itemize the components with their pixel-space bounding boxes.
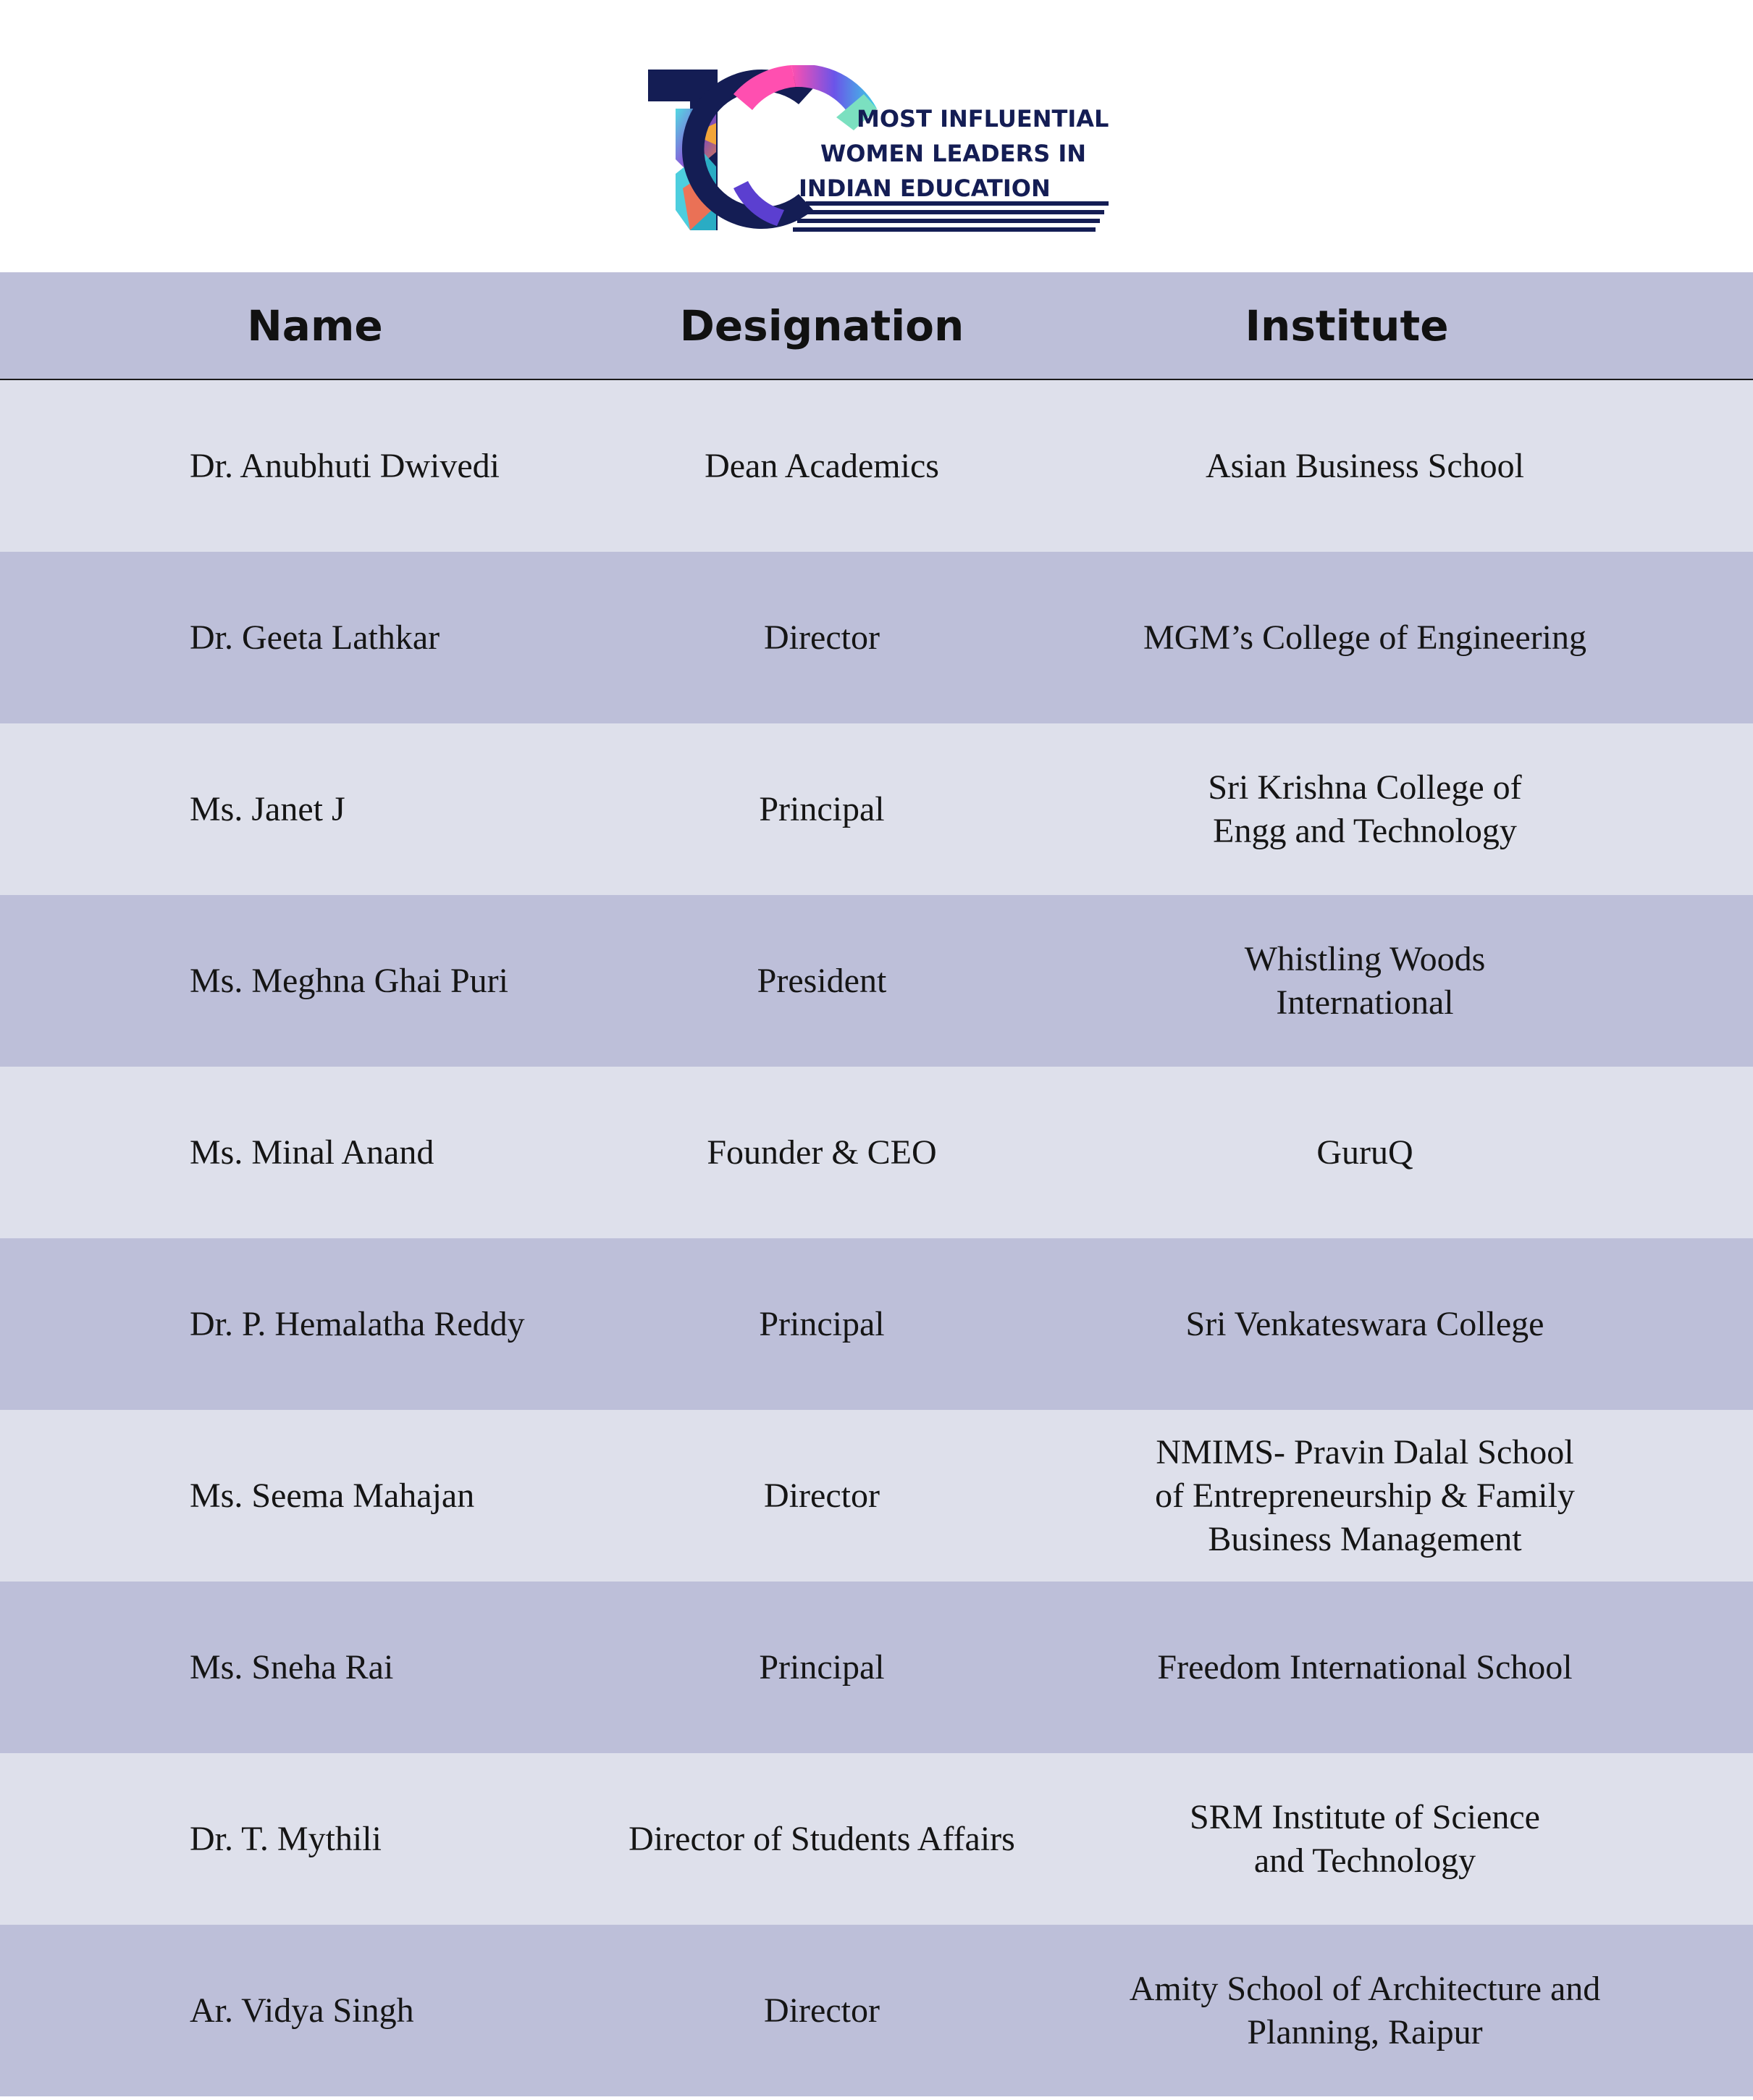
cell-name: Ms. Meghna Ghai Puri [190, 961, 508, 1000]
cell-name: Ms. Seema Mahajan [190, 1476, 475, 1515]
leaders-table [0, 272, 1753, 2096]
cell-name: Ar. Vidya Singh [190, 1991, 414, 2030]
cell-designation: President [757, 961, 887, 1000]
cell-designation: Director [764, 618, 880, 657]
table-row [0, 895, 1753, 1067]
table-header [0, 272, 1753, 380]
cell-institute: NMIMS- Pravin Dalal School of Entrepreneurship & Family Business Management [1155, 1432, 1575, 1558]
cell-designation: Principal [759, 789, 885, 828]
logo-title [799, 101, 1110, 206]
cell-institute: Sri Venkateswara College [1185, 1304, 1544, 1343]
table-row [0, 1925, 1753, 2096]
cell-institute: Sri Krishna College of Engg and Technology [1208, 768, 1522, 850]
cell-institute: MGM’s College of Engineering [1143, 618, 1586, 657]
cell-designation: Director [764, 1991, 880, 2030]
cell-name: Ms. Sneha Rai [190, 1647, 394, 1687]
table-row [0, 1067, 1753, 1238]
table-row [0, 552, 1753, 723]
logo-line-3: INDIAN EDUCATION [799, 175, 1051, 202]
cell-name: Dr. P. Hemalatha Reddy [190, 1304, 525, 1343]
table-row [0, 723, 1753, 895]
header-designation: Designation [679, 301, 964, 350]
cell-designation: Director [764, 1476, 880, 1515]
table-row [0, 1582, 1753, 1753]
cell-institute: GuruQ [1316, 1133, 1413, 1172]
cell-institute: Amity School of Architecture and Planning, Raipur [1129, 1969, 1601, 2051]
cell-designation: Founder & CEO [707, 1133, 937, 1172]
cell-name: Ms. Minal Anand [190, 1133, 434, 1172]
header-name: Name [247, 301, 383, 350]
cell-institute: SRM Institute of Science and Technology [1190, 1797, 1540, 1880]
table-row [0, 1753, 1753, 1925]
table-row [0, 1238, 1753, 1410]
cell-institute: Asian Business School [1205, 446, 1524, 485]
masthead [0, 0, 1753, 272]
top-10-logo [647, 65, 1110, 233]
cell-name: Ms. Janet J [190, 789, 345, 828]
table-row [0, 1410, 1753, 1582]
cell-institute: Freedom International School [1157, 1647, 1573, 1687]
cell-institute: Whistling Woods International [1244, 939, 1486, 1022]
logo-line-1: MOST INFLUENTIAL [857, 105, 1109, 133]
logo-line-2: WOMEN LEADERS IN [820, 140, 1087, 167]
cell-designation: Principal [759, 1647, 885, 1687]
cell-designation: Principal [759, 1304, 885, 1343]
cell-designation: Director of Students Affairs [629, 1819, 1015, 1858]
cell-designation: Dean Academics [705, 446, 939, 485]
cell-name: Dr. Geeta Lathkar [190, 618, 440, 657]
cell-name: Dr. T. Mythili [190, 1819, 382, 1858]
cell-name: Dr. Anubhuti Dwivedi [190, 446, 500, 485]
table-row [0, 380, 1753, 552]
header-institute: Institute [1245, 301, 1449, 350]
